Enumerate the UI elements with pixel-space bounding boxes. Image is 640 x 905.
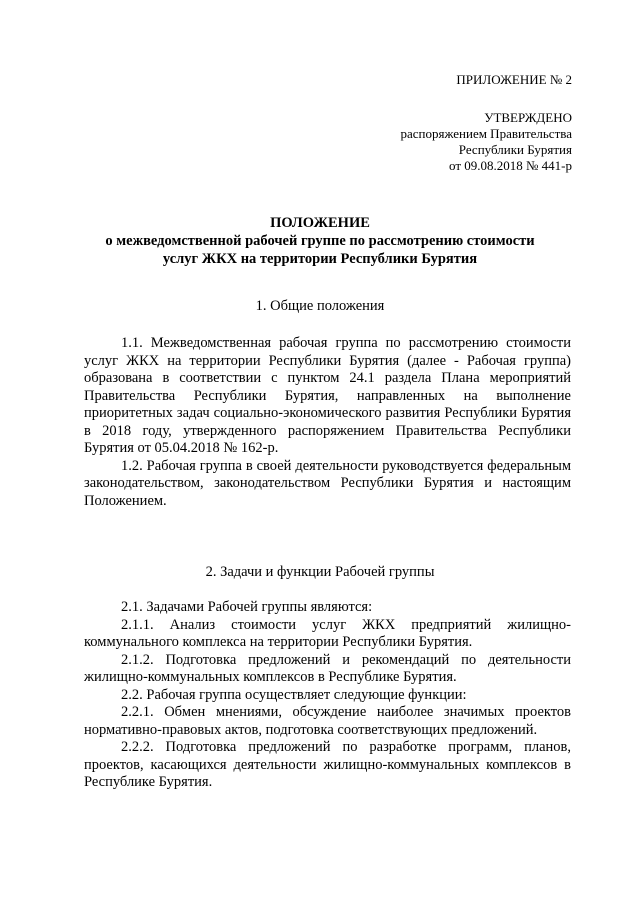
approved-label: УТВЕРЖДЕНО bbox=[484, 110, 572, 125]
paragraph-2-1-2: 2.1.2. Подготовка предложений и рекомендаций по деятельности жилищно-коммунальных комплексов в Республике Бурятия. bbox=[84, 651, 571, 685]
document-title bbox=[70, 214, 570, 268]
section-1-body bbox=[84, 335, 571, 510]
annex-number: ПРИЛОЖЕНИЕ № 2 bbox=[456, 72, 572, 87]
paragraph-2-2-2: 2.2.2. Подготовка предложений по разработке программ, планов, проектов, касающихся деятельности жилищно-коммунальных комплексов в Республике Бурятия. bbox=[84, 739, 571, 790]
section-2-heading: 2. Задачи и функции Рабочей группы bbox=[205, 564, 435, 580]
approved-by-line-1: распоряжением Правительства bbox=[400, 126, 572, 141]
approved-date: от 09.08.2018 № 441-р bbox=[449, 158, 572, 173]
section-1-heading: 1. Общие положения bbox=[255, 298, 385, 314]
paragraph-2-1: 2.1. Задачами Рабочей группы являются: bbox=[121, 599, 373, 615]
paragraph-2-1-1: 2.1.1. Анализ стоимости услуг ЖКХ предприятий жилищно-коммунального комплекса на территории Республики Бурятия. bbox=[84, 616, 571, 650]
title-main: ПОЛОЖЕНИЕ bbox=[270, 215, 370, 231]
paragraph-1-2: 1.2. Рабочая группа в своей деятельности руководствуется федеральным законодательством, законодательством Республики Бурятия и настоящим Положением. bbox=[84, 457, 571, 509]
paragraph-2-2: 2.2. Рабочая группа осуществляет следующие функции: bbox=[121, 686, 467, 703]
title-line-2: о межведомственной рабочей группе по рассмотрению стоимости bbox=[105, 233, 535, 249]
paragraph-1-1: 1.1. Межведомственная рабочая группа по рассмотрению стоимости услуг ЖКХ на территории Республики Бурятия (далее - Рабочая группа) образована в соответствии с пунктом 24.1 раздела Плана мероприятий Правительства Республики Бурятия, направленных на выполнение приоритетных задач социально-экономического развития Республики Бурятия в 2018 году, утвержденного распоряжением Правительства Республики Бурятия от 05.04.2018 № 162-р. bbox=[84, 335, 571, 456]
approved-by-line-2: Республики Бурятия bbox=[458, 142, 572, 157]
approval-stamp bbox=[400, 110, 572, 174]
section-2-body bbox=[84, 599, 571, 792]
title-line-3: услуг ЖКХ на территории Республики Бурятия bbox=[162, 251, 478, 267]
paragraph-2-2-1: 2.2.1. Обмен мнениями, обсуждение наиболее значимых проектов нормативно-правовых актов, подготовка соответствующих предложений. bbox=[84, 704, 571, 738]
